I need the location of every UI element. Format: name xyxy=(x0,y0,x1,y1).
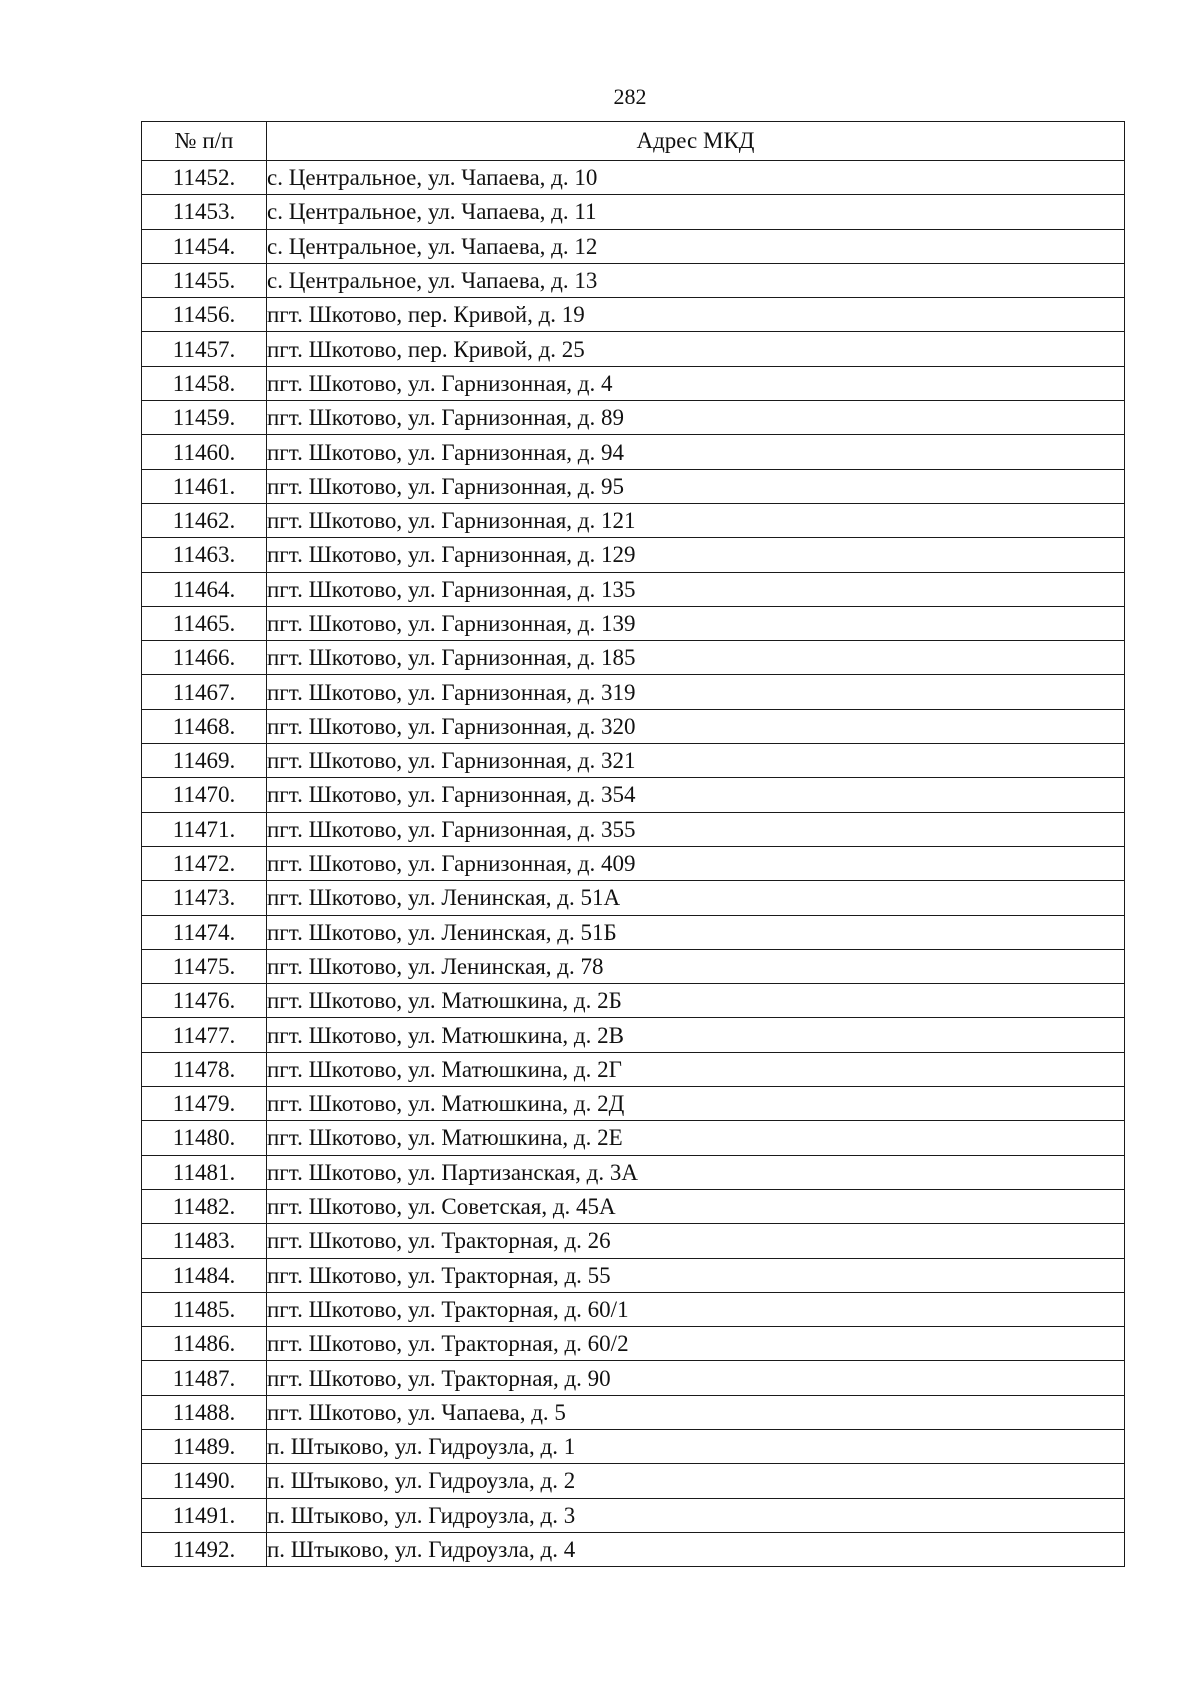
table-body xyxy=(142,161,1125,1567)
row-number-cell: 11467. xyxy=(142,675,267,709)
table-row xyxy=(142,1464,1125,1498)
table-row xyxy=(142,263,1125,297)
address-cell: пгт. Шкотово, ул. Тракторная, д. 60/1 xyxy=(267,1292,1125,1326)
address-cell: пгт. Шкотово, пер. Кривой, д. 25 xyxy=(267,332,1125,366)
address-cell: пгт. Шкотово, ул. Советская, д. 45А xyxy=(267,1189,1125,1223)
row-number-cell: 11489. xyxy=(142,1429,267,1463)
row-number-cell: 11474. xyxy=(142,915,267,949)
row-number-cell: 11456. xyxy=(142,298,267,332)
address-cell: пгт. Шкотово, ул. Гарнизонная, д. 135 xyxy=(267,572,1125,606)
row-number-cell: 11469. xyxy=(142,744,267,778)
address-cell: пгт. Шкотово, ул. Матюшкина, д. 2В xyxy=(267,1018,1125,1052)
column-header-number: № п/п xyxy=(142,122,267,161)
address-cell: пгт. Шкотово, ул. Матюшкина, д. 2Б xyxy=(267,984,1125,1018)
row-number-cell: 11486. xyxy=(142,1327,267,1361)
address-cell: пгт. Шкотово, ул. Гарнизонная, д. 319 xyxy=(267,675,1125,709)
address-cell: с. Центральное, ул. Чапаева, д. 12 xyxy=(267,229,1125,263)
address-cell: пгт. Шкотово, ул. Гарнизонная, д. 321 xyxy=(267,744,1125,778)
table-row xyxy=(142,1121,1125,1155)
row-number-cell: 11463. xyxy=(142,538,267,572)
address-cell: пгт. Шкотово, пер. Кривой, д. 19 xyxy=(267,298,1125,332)
address-cell: пгт. Шкотово, ул. Матюшкина, д. 2Д xyxy=(267,1087,1125,1121)
address-cell: пгт. Шкотово, ул. Гарнизонная, д. 129 xyxy=(267,538,1125,572)
row-number-cell: 11453. xyxy=(142,195,267,229)
address-cell: пгт. Шкотово, ул. Тракторная, д. 90 xyxy=(267,1361,1125,1395)
row-number-cell: 11488. xyxy=(142,1395,267,1429)
table-row xyxy=(142,1395,1125,1429)
table-row xyxy=(142,332,1125,366)
table-row xyxy=(142,161,1125,195)
row-number-cell: 11476. xyxy=(142,984,267,1018)
address-cell: пгт. Шкотово, ул. Гарнизонная, д. 89 xyxy=(267,401,1125,435)
row-number-cell: 11458. xyxy=(142,366,267,400)
address-cell: пгт. Шкотово, ул. Гарнизонная, д. 121 xyxy=(267,503,1125,537)
table-row xyxy=(142,641,1125,675)
table-row xyxy=(142,881,1125,915)
row-number-cell: 11491. xyxy=(142,1498,267,1532)
row-number-cell: 11483. xyxy=(142,1224,267,1258)
row-number-cell: 11484. xyxy=(142,1258,267,1292)
address-cell: пгт. Шкотово, ул. Гарнизонная, д. 4 xyxy=(267,366,1125,400)
address-cell: с. Центральное, ул. Чапаева, д. 10 xyxy=(267,161,1125,195)
address-cell: пгт. Шкотово, ул. Партизанская, д. 3А xyxy=(267,1155,1125,1189)
row-number-cell: 11454. xyxy=(142,229,267,263)
row-number-cell: 11464. xyxy=(142,572,267,606)
row-number-cell: 11465. xyxy=(142,606,267,640)
row-number-cell: 11462. xyxy=(142,503,267,537)
table-row xyxy=(142,1429,1125,1463)
table-row xyxy=(142,1018,1125,1052)
address-cell: п. Штыково, ул. Гидроузла, д. 3 xyxy=(267,1498,1125,1532)
table-row xyxy=(142,812,1125,846)
address-cell: пгт. Шкотово, ул. Гарнизонная, д. 139 xyxy=(267,606,1125,640)
table-row xyxy=(142,606,1125,640)
address-cell: пгт. Шкотово, ул. Чапаева, д. 5 xyxy=(267,1395,1125,1429)
table-row xyxy=(142,538,1125,572)
table-row xyxy=(142,572,1125,606)
page-number: 282 xyxy=(613,84,647,109)
row-number-cell: 11475. xyxy=(142,949,267,983)
table-header-row xyxy=(142,122,1125,161)
address-cell: пгт. Шкотово, ул. Гарнизонная, д. 409 xyxy=(267,846,1125,880)
address-table xyxy=(141,121,1125,1567)
row-number-cell: 11482. xyxy=(142,1189,267,1223)
table-row xyxy=(142,469,1125,503)
column-header-address: Адрес МКД xyxy=(267,122,1125,161)
table-row xyxy=(142,984,1125,1018)
table-row xyxy=(142,778,1125,812)
address-cell: п. Штыково, ул. Гидроузла, д. 2 xyxy=(267,1464,1125,1498)
row-number-cell: 11481. xyxy=(142,1155,267,1189)
row-number-cell: 11492. xyxy=(142,1532,267,1566)
row-number-cell: 11471. xyxy=(142,812,267,846)
table-row xyxy=(142,1361,1125,1395)
address-cell: пгт. Шкотово, ул. Тракторная, д. 26 xyxy=(267,1224,1125,1258)
table-row xyxy=(142,1258,1125,1292)
table-row xyxy=(142,1189,1125,1223)
address-cell: пгт. Шкотово, ул. Ленинская, д. 51А xyxy=(267,881,1125,915)
table-row xyxy=(142,1532,1125,1566)
table-row xyxy=(142,1224,1125,1258)
address-cell: пгт. Шкотово, ул. Гарнизонная, д. 355 xyxy=(267,812,1125,846)
row-number-cell: 11470. xyxy=(142,778,267,812)
table-row xyxy=(142,503,1125,537)
table-row xyxy=(142,915,1125,949)
address-cell: с. Центральное, ул. Чапаева, д. 13 xyxy=(267,263,1125,297)
table-row xyxy=(142,229,1125,263)
table-row xyxy=(142,195,1125,229)
address-cell: пгт. Шкотово, ул. Тракторная, д. 60/2 xyxy=(267,1327,1125,1361)
address-cell: пгт. Шкотово, ул. Тракторная, д. 55 xyxy=(267,1258,1125,1292)
row-number-cell: 11480. xyxy=(142,1121,267,1155)
row-number-cell: 11461. xyxy=(142,469,267,503)
row-number-cell: 11468. xyxy=(142,709,267,743)
address-cell: пгт. Шкотово, ул. Ленинская, д. 51Б xyxy=(267,915,1125,949)
row-number-cell: 11472. xyxy=(142,846,267,880)
address-cell: пгт. Шкотово, ул. Гарнизонная, д. 354 xyxy=(267,778,1125,812)
table-row xyxy=(142,1052,1125,1086)
table-row xyxy=(142,435,1125,469)
address-cell: пгт. Шкотово, ул. Гарнизонная, д. 94 xyxy=(267,435,1125,469)
table-row xyxy=(142,366,1125,400)
address-cell: с. Центральное, ул. Чапаева, д. 11 xyxy=(267,195,1125,229)
address-cell: пгт. Шкотово, ул. Ленинская, д. 78 xyxy=(267,949,1125,983)
table-row xyxy=(142,1292,1125,1326)
row-number-cell: 11487. xyxy=(142,1361,267,1395)
row-number-cell: 11473. xyxy=(142,881,267,915)
row-number-cell: 11460. xyxy=(142,435,267,469)
table-row xyxy=(142,744,1125,778)
address-cell: пгт. Шкотово, ул. Матюшкина, д. 2Г xyxy=(267,1052,1125,1086)
table-row xyxy=(142,949,1125,983)
table-row xyxy=(142,1087,1125,1121)
row-number-cell: 11479. xyxy=(142,1087,267,1121)
table-row xyxy=(142,709,1125,743)
table-row xyxy=(142,1498,1125,1532)
table-row xyxy=(142,675,1125,709)
address-cell: п. Штыково, ул. Гидроузла, д. 1 xyxy=(267,1429,1125,1463)
row-number-cell: 11490. xyxy=(142,1464,267,1498)
address-cell: пгт. Шкотово, ул. Гарнизонная, д. 320 xyxy=(267,709,1125,743)
address-cell: пгт. Шкотово, ул. Гарнизонная, д. 185 xyxy=(267,641,1125,675)
row-number-cell: 11477. xyxy=(142,1018,267,1052)
row-number-cell: 11455. xyxy=(142,263,267,297)
address-cell: п. Штыково, ул. Гидроузла, д. 4 xyxy=(267,1532,1125,1566)
table-row xyxy=(142,298,1125,332)
table-row xyxy=(142,1327,1125,1361)
row-number-cell: 11459. xyxy=(142,401,267,435)
row-number-cell: 11466. xyxy=(142,641,267,675)
row-number-cell: 11452. xyxy=(142,161,267,195)
address-cell: пгт. Шкотово, ул. Гарнизонная, д. 95 xyxy=(267,469,1125,503)
row-number-cell: 11478. xyxy=(142,1052,267,1086)
address-cell: пгт. Шкотово, ул. Матюшкина, д. 2Е xyxy=(267,1121,1125,1155)
table-row xyxy=(142,846,1125,880)
table-row xyxy=(142,1155,1125,1189)
row-number-cell: 11485. xyxy=(142,1292,267,1326)
row-number-cell: 11457. xyxy=(142,332,267,366)
table-row xyxy=(142,401,1125,435)
